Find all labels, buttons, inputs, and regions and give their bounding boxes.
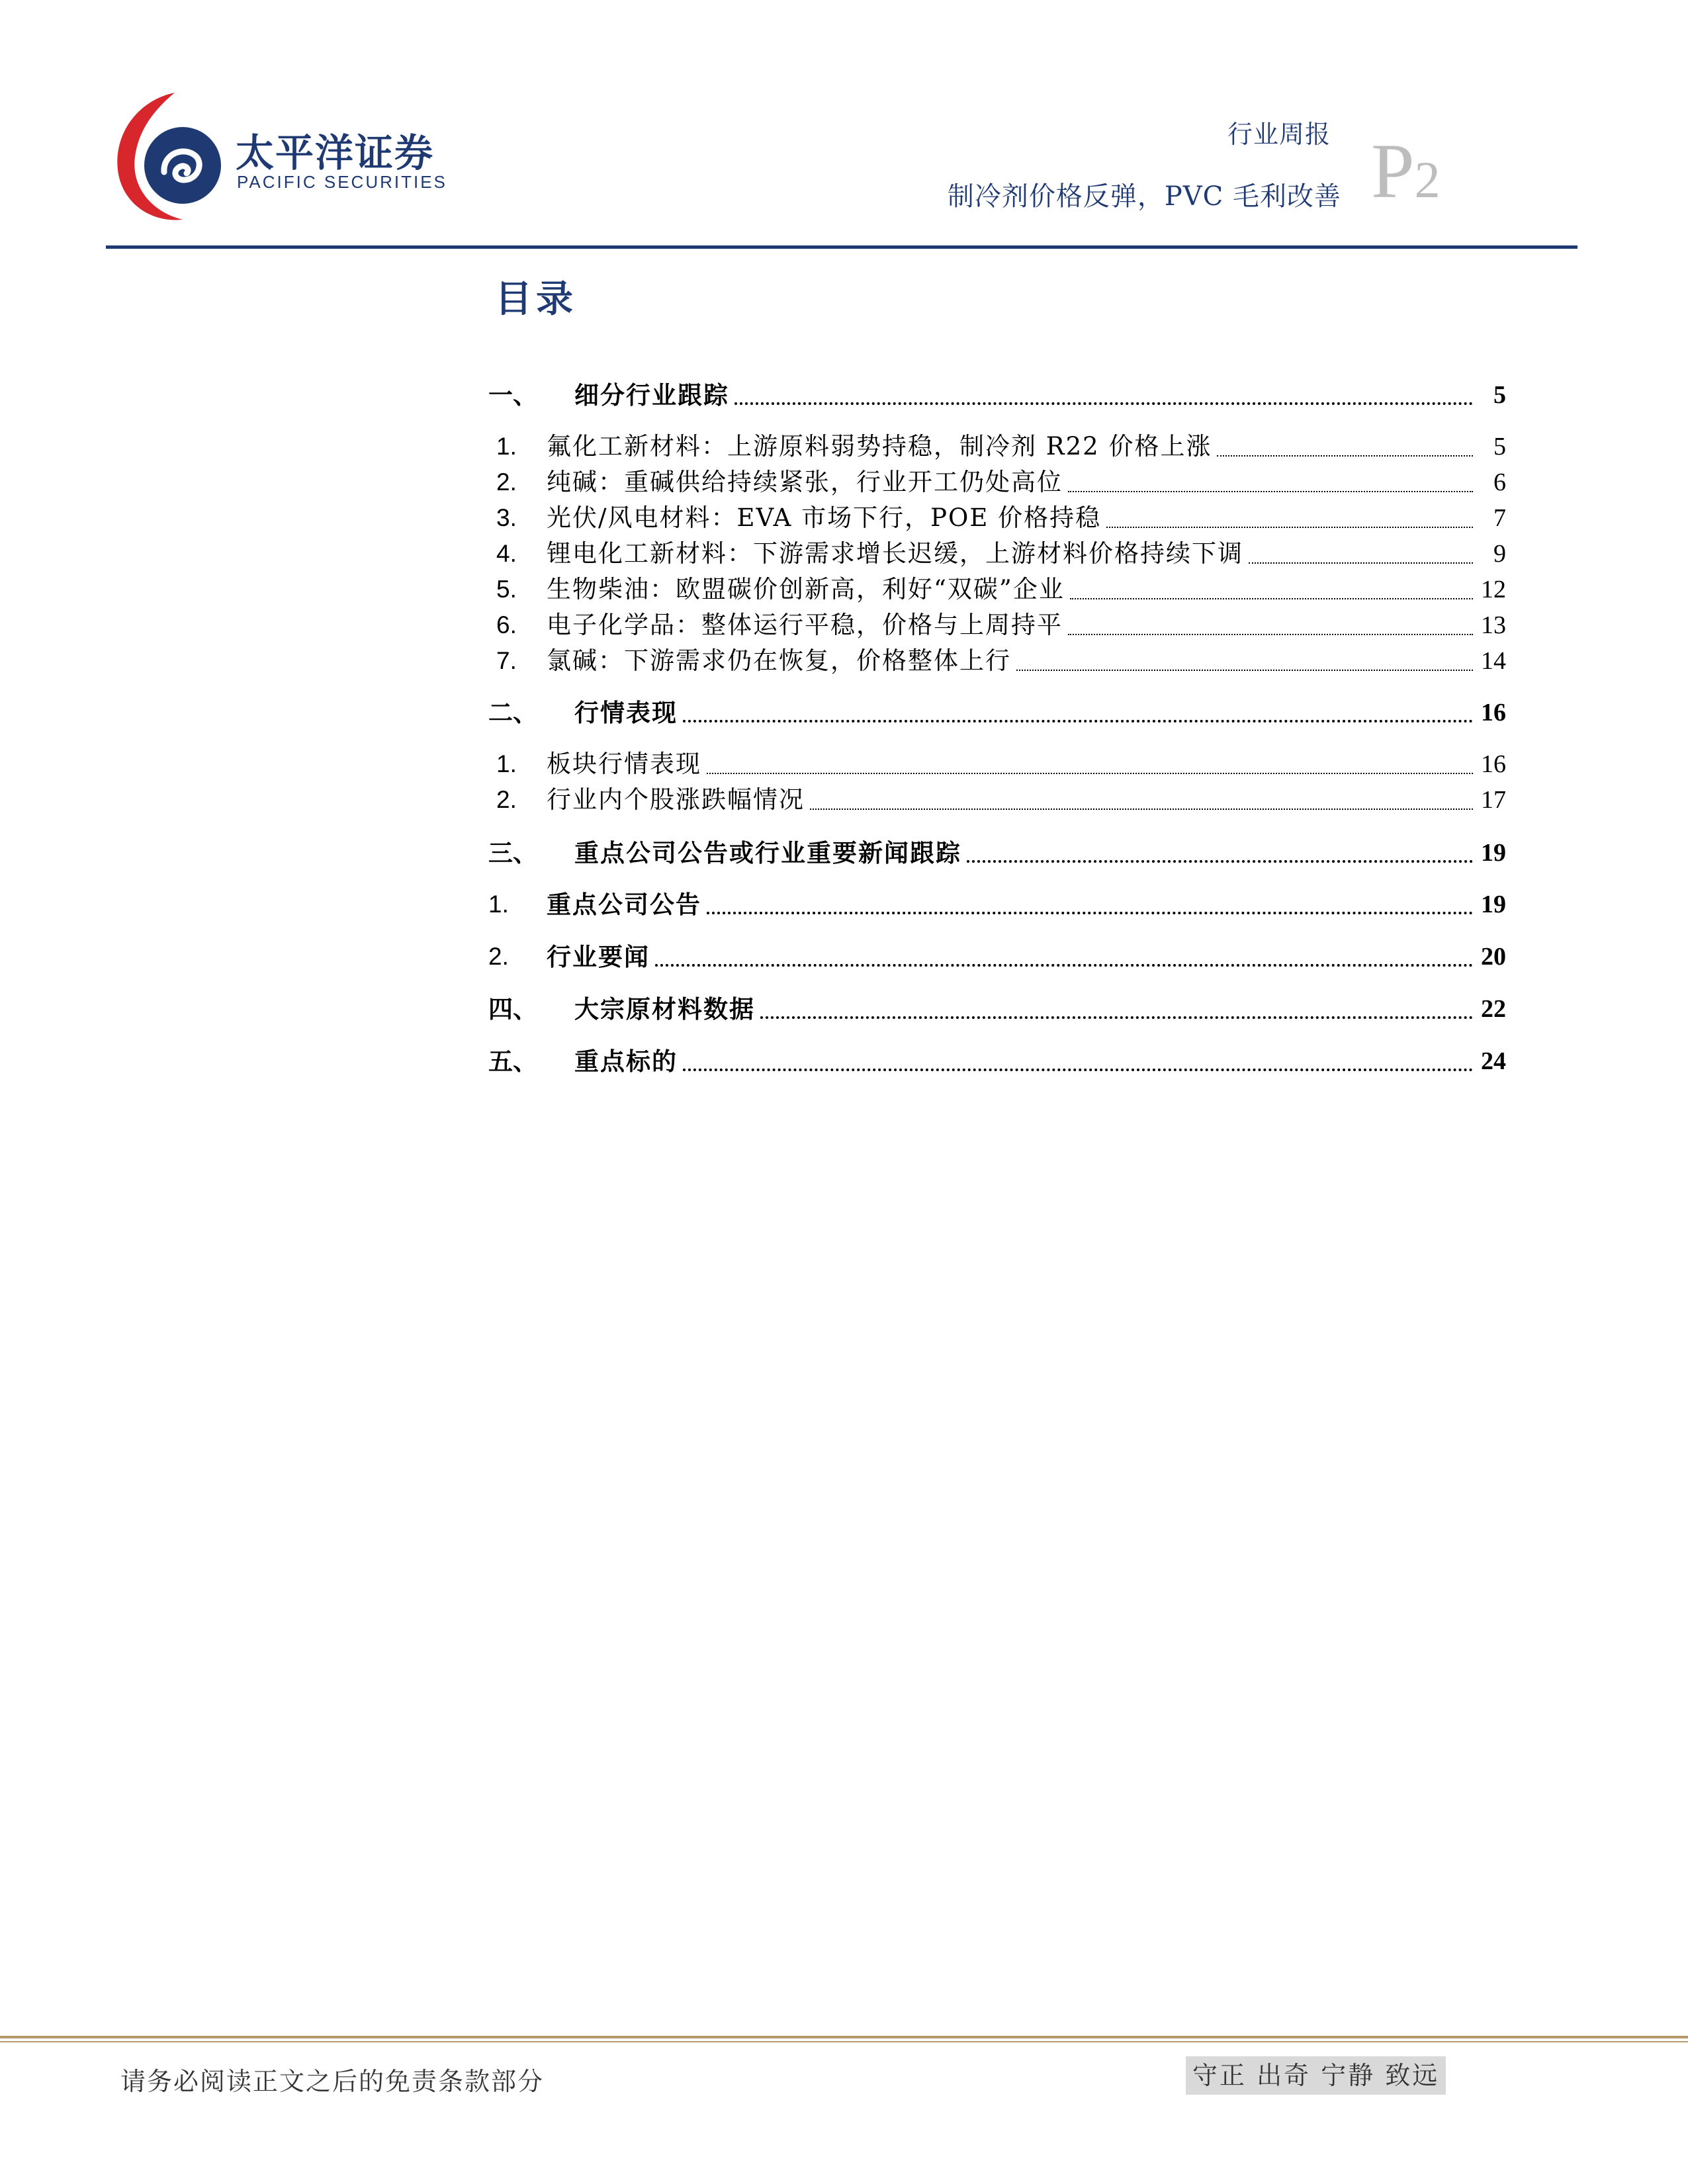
footer-disclaimer: 请务必阅读正文之后的免责条款部分 [120,2067,545,2096]
toc-entry[interactable] [488,464,1506,500]
toc-entry-title: 氟化工新材料：上游原料弱势持稳，制冷剂 R22 价格上涨 [547,432,1212,460]
toc-entry-title: 大宗原材料数据 [574,994,755,1024]
toc-entry-number: 2. [496,468,517,496]
toc-entry-page: 17 [1481,786,1506,814]
toc-entry-title: 行业内个股涨跌幅情况 [547,785,805,814]
page-prefix: P [1371,128,1415,214]
toc-title: 目录 [495,277,577,321]
toc-leader [707,912,1473,914]
toc-leader [1068,634,1473,635]
toc-entry-number: 1. [488,891,509,918]
toc-entry-number: 1. [496,750,517,777]
page-number [1371,128,1441,214]
footer-divider [0,2036,1688,2038]
toc-leader [760,1016,1473,1019]
toc-entry-title: 行情表现 [574,698,678,727]
toc-entry[interactable] [488,746,1506,782]
toc-entry[interactable] [488,991,1506,1027]
toc-entry-page: 16 [1481,750,1506,778]
toc-entry-page: 9 [1493,540,1506,568]
footer-divider-thin [0,2041,1688,2042]
toc-entry-title: 电子化学品：整体运行平稳，价格与上周持平 [547,611,1063,639]
toc-entry[interactable] [488,939,1506,975]
toc-entry-title: 重点公司公告 [547,890,701,919]
toc-entry[interactable] [488,500,1506,536]
toc-entry[interactable] [488,572,1506,607]
toc-leader [707,773,1473,774]
report-subtitle: 制冷剂价格反弹，PVC 毛利改善 [947,181,1341,212]
toc-entry-page: 16 [1481,699,1506,726]
toc-leader [1217,455,1473,457]
company-logo [111,87,455,226]
toc-entry-page: 13 [1481,611,1506,639]
toc-entry-page: 12 [1481,576,1506,603]
toc-entry-page: 7 [1493,504,1506,532]
toc-entry-number: 2. [496,786,517,813]
toc-entry-number: 三、 [488,838,537,867]
toc-entry-title: 细分行业跟踪 [574,380,729,410]
toc-entry-number: 6. [496,611,517,638]
toc-leader [967,860,1473,863]
header-divider [106,245,1577,249]
toc-leader [1249,562,1473,564]
toc-entry-title: 氯碱：下游需求仍在恢复，价格整体上行 [547,646,1011,675]
toc-leader [1106,527,1473,528]
toc-entry-page: 20 [1481,943,1506,971]
toc-entry[interactable] [488,835,1506,871]
toc-entry[interactable] [488,429,1506,464]
toc-entry[interactable] [488,536,1506,572]
toc-entry-title: 重点标的 [574,1047,678,1076]
toc-entry[interactable] [488,377,1506,413]
toc-entry-title: 光伏/风电材料：EVA 市场下行，POE 价格持稳 [547,503,1102,532]
toc-entry-number: 一、 [488,380,537,410]
toc-leader [1070,598,1473,599]
page-number-value: 2 [1414,151,1441,208]
toc-entry-page: 19 [1481,891,1506,918]
toc-leader [683,720,1473,722]
toc-entry-number: 五、 [488,1047,537,1076]
toc-entry-number: 2. [488,943,509,970]
toc-entry[interactable] [488,1043,1506,1079]
toc-leader [1068,491,1473,492]
logo-name-en: PACIFIC SECURITIES [237,172,447,192]
toc-entry-number: 7. [496,647,517,674]
toc-entry-number: 4. [496,540,517,567]
toc-entry-page: 24 [1481,1047,1506,1075]
toc-entry-number: 5. [496,576,517,603]
toc-entry[interactable] [488,607,1506,643]
toc-leader [683,1069,1473,1071]
toc-entry-number: 二、 [488,698,537,727]
toc-entry-page: 22 [1481,995,1506,1023]
toc-entry-page: 14 [1481,647,1506,675]
toc-entry[interactable] [488,695,1506,730]
toc-entry-title: 行业要闻 [547,942,650,971]
logo-name-cn: 太平洋证券 [236,130,435,175]
toc-entry[interactable] [488,782,1506,818]
toc-entry-number: 1. [496,433,517,460]
toc-entry-title: 板块行情表现 [547,750,701,778]
report-type: 行业周报 [1227,120,1331,149]
toc-entry-number: 四、 [488,994,537,1024]
toc-entry-page: 6 [1493,468,1506,496]
toc-entry-title: 生物柴油：欧盟碳价创新高，利好“双碳”企业 [547,575,1065,603]
toc-entry-page: 5 [1493,381,1506,409]
toc-leader [810,808,1473,810]
toc-entry-page: 19 [1481,839,1506,867]
toc-entry-title: 重点公司公告或行业重要新闻跟踪 [574,838,961,867]
toc-entry-number: 3. [496,504,517,531]
toc-entry[interactable] [488,887,1506,922]
toc-entry-title: 锂电化工新材料：下游需求增长迟缓，上游材料价格持续下调 [547,539,1243,568]
toc-entry-page: 5 [1493,433,1506,460]
footer-slogan: 守正 出奇 宁静 致远 [1186,2056,1446,2095]
toc-entry[interactable] [488,643,1506,679]
toc-entry-title: 纯碱：重碱供给持续紧张，行业开工仍处高位 [547,468,1063,496]
pacific-securities-logo-icon [111,87,237,226]
toc-leader [1016,670,1473,671]
toc-leader [655,964,1473,967]
toc-leader [734,402,1473,405]
